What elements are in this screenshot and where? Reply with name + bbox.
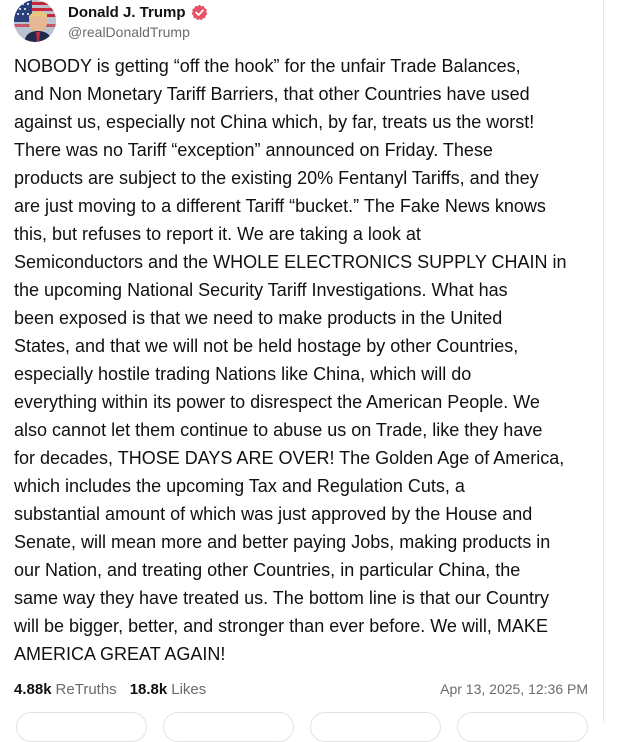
author-display-name[interactable]: Donald J. Trump (68, 3, 186, 21)
name-row (68, 1, 208, 23)
author-names (68, 0, 208, 40)
likes-label: Likes (171, 680, 207, 698)
retruths-label: ReTruths (55, 680, 117, 698)
likes-stat[interactable] (130, 681, 207, 698)
retruth-button[interactable] (163, 712, 294, 742)
likes-count: 18.8k (129, 680, 168, 698)
like-button[interactable] (310, 712, 441, 742)
post-stats (14, 678, 588, 700)
avatar-image (14, 0, 56, 42)
verified-badge-icon (191, 4, 208, 21)
post-header (14, 0, 208, 44)
share-button[interactable] (457, 712, 588, 742)
post-timestamp[interactable]: Apr 13, 2025, 12:36 PM (440, 681, 588, 697)
post-actions (16, 712, 588, 742)
author-handle[interactable]: @realDonaldTrump (68, 24, 190, 40)
reply-button[interactable] (16, 712, 147, 742)
avatar[interactable] (14, 0, 56, 42)
retruths-count: 4.88k (14, 680, 52, 698)
retruths-stat[interactable] (14, 681, 117, 698)
post-text: NOBODY is getting “off the hook” for the unfair Trade Balances, and Non Monetary Tariff Barriers, that other Countries have used against us, especially not China which, by far, treats us the worst! There was no Tariff “exception” announced on Friday. These products are subject to the existing 20% Fentanyl Tariffs, and they are just moving to a different Tariff “bucket.” The Fake News knows this, but refuses to report it. We are taking a look at Semiconductors and the WHOLE ELECTRONICS SUPPLY CHAIN in the upcoming National Security Tariff Investigations. What has been exposed is that we need to make products in the United States, and that we will not be held hostage by other Countries, especially hostile trading Nations like China, which will do everything within its power to disrespect the American People. We also cannot let them continue to abuse us on Trade, like they have for decades, THOSE DAYS ARE OVER! The Golden Age of America, which includes the upcoming Tax and Regulation Cuts, a substantial amount of which was just approved by the House and Senate, will mean more and better paying Jobs, making products in our Nation, and treating other Countries, in particular China, the same way they have treated us. The bottom line is that our Country will be bigger, better, and stronger than ever before. We will, MAKE AMERICA GREAT AGAIN! (14, 56, 567, 664)
